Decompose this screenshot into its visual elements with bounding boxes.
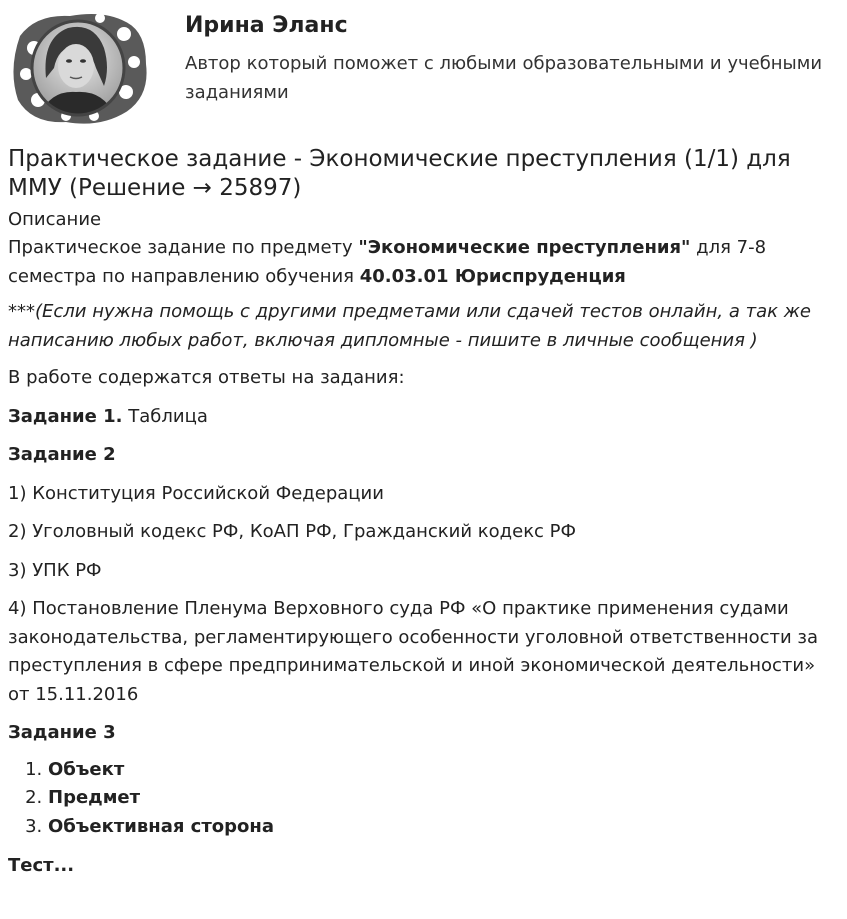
contains-label: В работе содержатся ответы на задания: (8, 367, 405, 388)
author-header (0, 0, 847, 135)
task3-list (8, 756, 840, 842)
task2-item: 2) Уголовный кодекс РФ, КоАП РФ, Гражданский кодекс РФ (8, 521, 577, 542)
intro-subject: "Экономические преступления" (358, 237, 691, 258)
intro-prefix: Практическое задание по предмету (8, 237, 359, 258)
task2-label: Задание 2 (8, 444, 116, 465)
task3-item-label: Объективная сторона (48, 815, 274, 837)
page-title: Практическое задание - Экономические преступления (1/1) для ММУ (Решение → 25897) (8, 146, 791, 201)
task2-heading (8, 441, 840, 470)
task2-item: 1) Конституция Российской Федерации (8, 482, 384, 504)
list-item (48, 784, 840, 813)
intro-middle: для 7-8 семестра по направлению обучения (8, 237, 767, 287)
task3-item-label: Объект (48, 758, 125, 780)
author-name[interactable]: Ирина Эланс (185, 13, 348, 38)
description-intro (8, 234, 840, 291)
main-content (8, 145, 840, 891)
task1 (8, 403, 840, 432)
task3-label: Задание 3 (8, 722, 116, 743)
help-note: ***(Если нужна помощь с другими предметами или сдачей тестов онлайн, а так же написанию любых работ, включая дипломные - пишите в личные сообщения ) (8, 301, 811, 351)
avatar[interactable] (8, 8, 150, 126)
film-reel-avatar-icon (8, 8, 150, 126)
task2-item: 3) УПК РФ (8, 559, 102, 581)
task1-text: Таблица (122, 405, 208, 427)
task1-label: Задание 1. (8, 405, 123, 427)
task3-item-label: Предмет (48, 787, 141, 808)
footer-label: Тест... (8, 855, 75, 876)
description-label: Описание (8, 209, 102, 230)
footer-text (8, 852, 840, 881)
task3-heading (8, 719, 840, 748)
author-description: Автор который поможет с любыми образовательными и учебными заданиями (185, 53, 823, 103)
intro-direction: 40.03.01 Юриспруденция (359, 265, 626, 287)
list-item (48, 756, 840, 785)
task2-item: 4) Постановление Пленума Верховного суда РФ «О практике применения судами законодательства, регламентирующего особенности уголовной ответственности за преступления в сфере предпринимательской и иной экономической деятельности» от 15.11.2016 (8, 598, 819, 705)
list-item (48, 813, 840, 842)
